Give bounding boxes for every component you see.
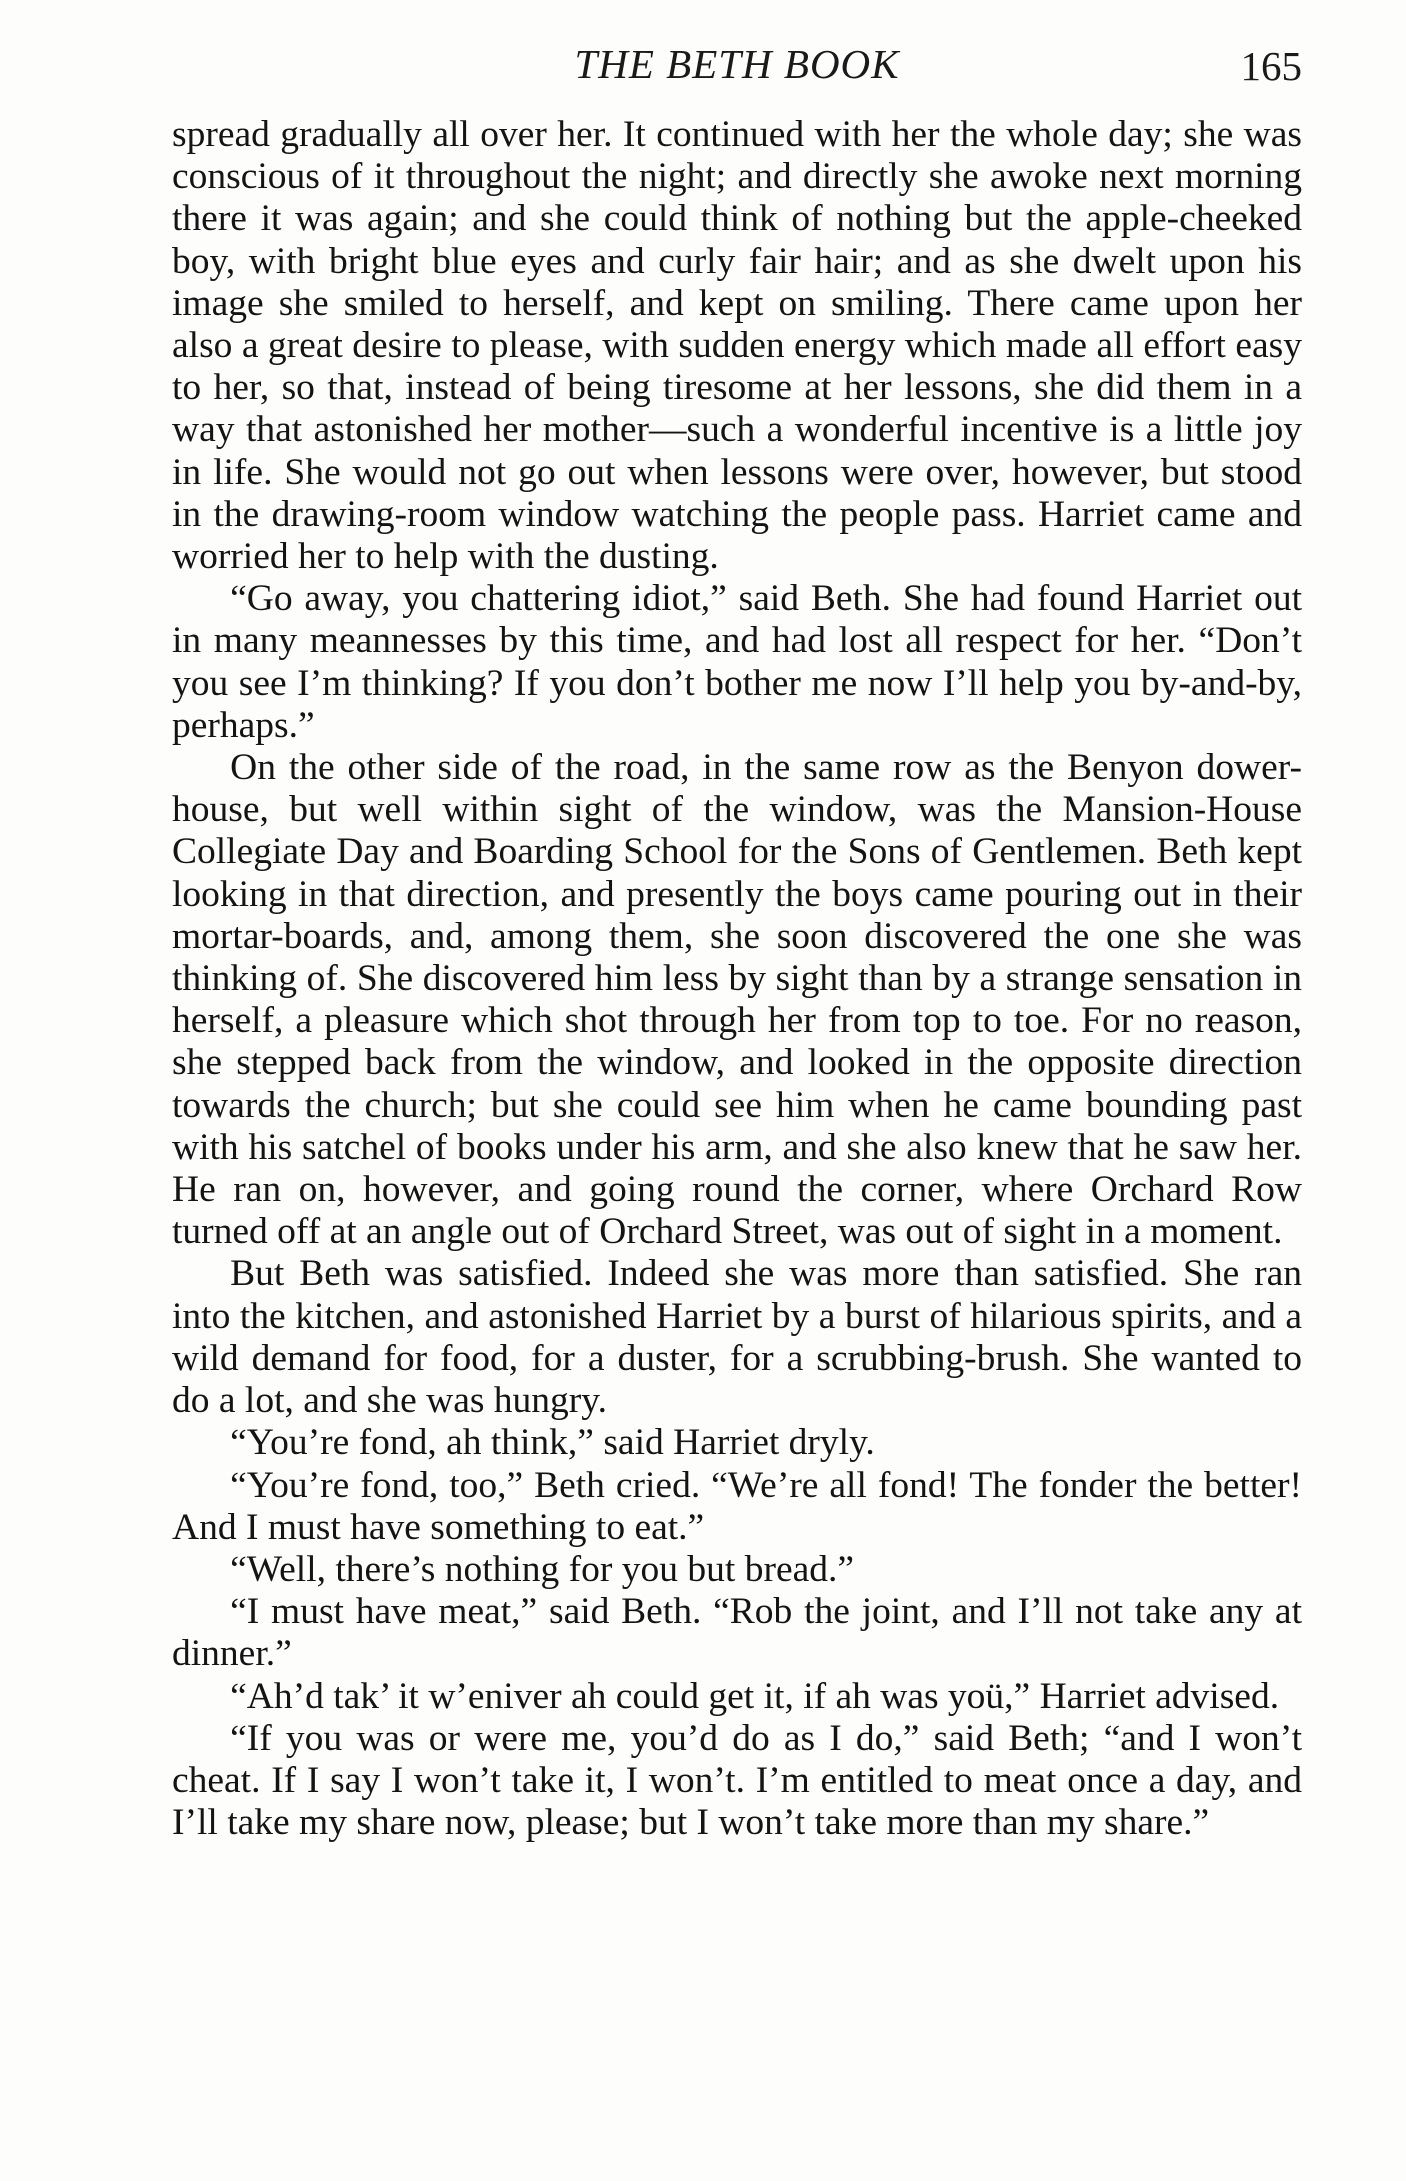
- paragraph-9: “Ah’d tak’ it w’eniver ah could get it, if ah was yoü,” Harriet advised.: [230, 1675, 1280, 1717]
- paragraph-5: “You’re fond, ah think,” said Harriet dryly.: [230, 1422, 875, 1464]
- paragraph-7: “Well, there’s nothing for you but bread.”: [230, 1548, 855, 1590]
- paragraph-4: But Beth was satisfied. Indeed she was more than satisfied. She ran into the kitchen, and astonished Harriet by a burst of hilarious spirits, and a wild demand for food, for a duster, for a scrubbing-brush. She wanted to do a lot, and she was hungry.: [172, 1253, 1302, 1422]
- running-title: THE BETH BOOK: [574, 41, 900, 87]
- paragraph-3: On the other side of the road, in the same row as the Benyon dower-house, but well within sight of the window, was the Mansion-House Collegiate Day and Boarding School for the Sons of Gentlemen. Beth kept looking in that direction, and presently the boys came pouring out in their mortar-boards, and, among them, she soon discovered the one she was thinking of. She discovered him less by sight than by a strange sensation in herself, a pleasure which shot through her from top to toe. For no reason, she stepped back from the window, and looked in the opposite direction towards the church; but she could see him when he came bounding past with his satchel of books under his arm, and she also knew that he saw her. He ran on, however, and going round the corner, where Orchard Row turned off at an angle out of Orchard Street, was out of sight in a moment.: [172, 747, 1302, 1253]
- paragraph-2: “Go away, you chattering idiot,” said Beth. She had found Harriet out in many meannesses by this time, and had lost all respect for her. “Don’t you see I’m thinking? If you don’t bother me now I’ll help you by-and-by, perhaps.”: [172, 578, 1302, 746]
- paragraph-10: “If you was or were me, you’d do as I do,” said Beth; “and I won’t cheat. If I say I won’t take it, I won’t. I’m entitled to meat once a day, and I’ll take my share now, please; but I won’t take more than my share.”: [172, 1717, 1302, 1844]
- paragraph-8: “I must have meat,” said Beth. “Rob the joint, and I’ll not take any at dinner.”: [172, 1591, 1302, 1675]
- paragraph-6: “You’re fond, too,” Beth cried. “We’re all fond! The fonder the better! And I must have something to eat.”: [172, 1464, 1302, 1548]
- page-number: 165: [1240, 43, 1302, 89]
- paragraph-1: spread gradually all over her. It continued with her the whole day; she was conscious of it throughout the night; and directly she awoke next morning there it was again; and she could think of nothing but the apple-cheeked boy, with bright blue eyes and curly fair hair; and as she dwelt upon his image she smiled to herself, and kept on smiling. There came upon her also a great desire to please, with sudden energy which made all effort easy to her, so that, instead of being tiresome at her lessons, she did them in a way that astonished her mother—such a wonderful incentive is a little joy in life. She would not go out when lessons were over, however, but stood in the drawing-room window watching the people pass. Harriet came and worried her to help with the dusting.: [172, 114, 1302, 578]
- body-text: [172, 114, 1302, 1844]
- running-head: [172, 40, 1302, 100]
